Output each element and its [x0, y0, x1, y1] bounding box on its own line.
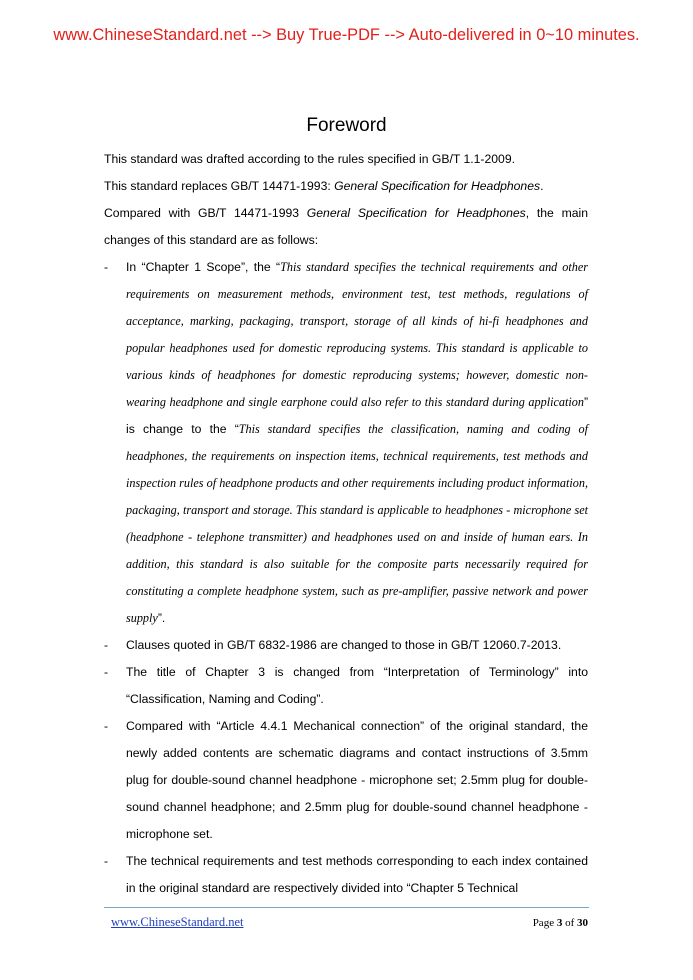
- compared-prefix: Compared with GB/T 14471-1993: [104, 206, 307, 220]
- paragraph-drafting-rules: This standard was drafted according to the rules specified in GB/T 1.1-2009.: [104, 152, 515, 166]
- footer-divider: [104, 907, 589, 908]
- page-number: [533, 917, 588, 929]
- list-dash: -: [104, 260, 109, 274]
- compared-italic-title: General Specification for Headphones: [306, 206, 526, 220]
- list-item: [104, 848, 588, 902]
- list-dash: -: [104, 719, 109, 733]
- list-item-text: The technical requirements and test methods corresponding to each index contained in the original standard are respectively divided into “Chapter 5 Technical: [126, 854, 588, 895]
- scope-old-text: This standard specifies the technical requirements and other requirements on measurement methods, environment test, test methods, regulations of acceptance, marking, packaging, transport, storage of all kinds of hi-fi headphones and popular headphones used for domestic reproducing systems. This standard is applicable to various kinds of headphones for domestic reproducing systems; however, domestic non-wearing headphone and single earphone could also refer to this standard during application: [126, 260, 588, 409]
- list-dash: -: [104, 854, 109, 868]
- list-item-text: The title of Chapter 3 is changed from “Interpretation of Terminology” into “Classification, Naming and Coding”.: [126, 665, 588, 706]
- replaces-italic-title: General Specification for Headphones: [334, 179, 541, 193]
- replaces-suffix: .: [540, 179, 544, 193]
- list-dash: -: [104, 638, 109, 652]
- page-prefix: Page: [532, 917, 557, 929]
- document-body: [104, 146, 588, 902]
- page-current: 3: [556, 917, 563, 929]
- page-total: 30: [577, 917, 588, 929]
- footer-website-link[interactable]: www.ChineseStandard.net: [111, 915, 244, 929]
- top-banner[interactable]: www.ChineseStandard.net --> Buy True-PDF --> Auto-delivered in 0~10 minutes.: [53, 26, 640, 44]
- list-dash: -: [104, 665, 109, 679]
- list-item: [104, 254, 588, 632]
- list-item: [104, 659, 588, 713]
- list-item-text: Clauses quoted in GB/T 6832-1986 are changed to those in GB/T 12060.7-2013.: [126, 638, 562, 652]
- list-item-text: Compared with “Article 4.4.1 Mechanical connection” of the original standard, the newly added contents are schematic diagrams and contact instructions of 3.5mm plug for double-sound channel headphone - microphone set; 2.5mm plug for double-sound channel headphone; and 2.5mm plug for double-sound channel headphone - microphone set.: [126, 719, 588, 841]
- scope-change-phrase: ” is change to the “: [126, 395, 588, 436]
- replaces-prefix: This standard replaces GB/T 14471-1993:: [104, 179, 335, 193]
- compared-suffix: , the main changes of this standard are as follows:: [104, 206, 588, 247]
- paragraph-replaces: [104, 173, 588, 200]
- scope-end: ”.: [157, 611, 166, 625]
- scope-intro: In “Chapter 1 Scope”, the “: [126, 260, 281, 274]
- page-title: Foreword: [306, 115, 387, 136]
- paragraph-compared: [104, 200, 588, 254]
- page-of: of: [562, 917, 577, 929]
- scope-new-text: This standard specifies the classification, naming and coding of headphones, the requirements on inspection items, technical requirements, test methods and inspection rules of headphone products and other requirements including product information, packaging, transport and storage. This standard is applicable to headphones - microphone set (headphone - telephone transmitter) and headphones used on and inside of human ears. In addition, this standard is also suitable for the composite parts necessarily required for constituting a complete headphone system, such as pre-amplifier, passive network and power supply: [126, 422, 588, 625]
- list-item: [104, 632, 588, 659]
- list-item: [104, 713, 588, 848]
